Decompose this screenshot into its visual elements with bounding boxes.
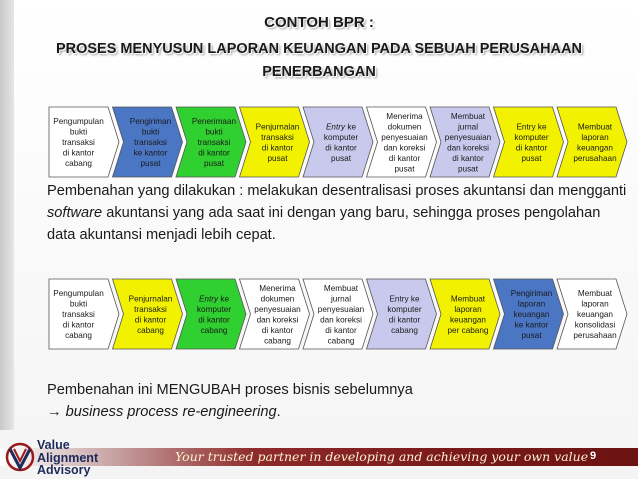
row1-step-label: Pengiriman: [129, 117, 172, 126]
row2-step-label: di kantor: [62, 320, 95, 330]
row1-step-label: Pengumpulan: [53, 117, 104, 126]
conclusion-line-1: Pembenahan ini MENGUBAH proses bisnis sebelumnya: [47, 382, 413, 398]
company-logo-text: [37, 439, 98, 477]
value-alignment-logo-icon: [4, 440, 36, 474]
row1-step-label: dokumen: [387, 122, 422, 132]
row2-step-label: di kantor: [261, 325, 294, 335]
row2-step-label: dan koreksi: [256, 315, 299, 325]
row1-step-9: [557, 107, 627, 177]
row1-step-label: pusat: [140, 159, 161, 168]
row1-step-label: keuangan: [577, 143, 613, 153]
bpr-term: business process re-engineering: [61, 404, 277, 420]
row2-chevron-shape: [176, 279, 246, 349]
row2-step-9: [557, 279, 627, 349]
row2-step-5: [303, 279, 373, 349]
row2-step-label: cabang: [391, 325, 418, 335]
row1-step-label: jurnal: [457, 122, 479, 132]
row1-step-label: bukti: [69, 127, 88, 137]
row1-step-label: laporan: [581, 132, 609, 142]
row1-step-label: ke kantor: [133, 148, 168, 158]
row2-step-label: Pengiriman: [510, 289, 553, 298]
row1-step-label: di kantor: [62, 148, 95, 158]
row1-step-label: komputer: [514, 132, 549, 142]
row1-step-5: [303, 107, 373, 177]
row1-chevron-shape: [240, 107, 310, 177]
row2-chevron-shape: [430, 279, 500, 349]
row2-step-label: penyesuaian: [254, 304, 301, 314]
row1-step-3: [176, 107, 246, 177]
row2-step-label: Entry ke: [198, 294, 230, 304]
row2-step-label: laporan: [454, 304, 482, 314]
conclusion-period: .: [276, 404, 281, 420]
row1-step-label: pusat: [457, 164, 479, 174]
row2-step-label: Menerima: [259, 283, 296, 293]
row1-step-label: di kantor: [325, 143, 357, 153]
page-number: 9: [590, 450, 597, 462]
row2-step-label: dan koreksi: [320, 315, 362, 325]
row2-step-label: Entry ke: [389, 294, 420, 304]
row2-step-8: [494, 279, 564, 349]
row2-step-label: di kantor: [388, 315, 421, 325]
row1-step-label: komputer: [323, 132, 359, 142]
row2-step-label: cabang: [65, 331, 92, 340]
row2-step-label: cabang: [327, 336, 355, 346]
row2-step-7: [430, 279, 500, 349]
row1-step-label: Membuat: [577, 122, 613, 132]
row1-chevron-shape: [303, 107, 373, 177]
row1-step-label: pusat: [267, 153, 288, 163]
row1-step-label: transaksi: [62, 138, 95, 147]
footer-tagline: Your trusted partner in developing and achieving your own value: [175, 449, 589, 464]
row2-step-label: ke kantor: [514, 320, 549, 330]
row2-step-label: di kantor: [325, 325, 357, 335]
row2-step-label: di kantor: [198, 315, 230, 325]
row2-step-label: transaksi: [134, 304, 167, 314]
row2-step-label: keuangan: [513, 310, 550, 319]
row1-step-label: pusat: [203, 159, 225, 168]
row1-step-label: penyesuaian: [444, 132, 492, 142]
row1-step-label: di kantor: [198, 148, 230, 158]
row2-chevron-shape: [367, 279, 437, 349]
row1-step-label: di kantor: [452, 153, 484, 163]
row1-step-label: transaksi: [261, 132, 294, 142]
conclusion-paragraph: [47, 379, 627, 423]
row1-step-label: di kantor: [388, 153, 421, 163]
row2-step-label: di kantor: [134, 315, 167, 325]
row2-step-label: per cabang: [447, 325, 489, 335]
logo-word-1: Value: [37, 438, 70, 452]
process-flow-before: [0, 106, 638, 178]
slide-title-line-1: CONTOH BPR :: [264, 14, 374, 31]
row1-step-label: penyesuaian: [381, 132, 428, 142]
conclusion-line-2: [47, 401, 627, 423]
row2-step-label: cabang: [264, 336, 291, 346]
row2-step-label: Membuat: [577, 289, 613, 298]
row1-step-4: [240, 107, 310, 177]
row1-step-label: transaksi: [134, 138, 167, 147]
row2-step-label: perusahaan: [573, 331, 617, 340]
row2-step-label: jurnal: [330, 294, 352, 304]
row2-step-label: konsolidasi: [574, 320, 616, 330]
row1-step-2: [113, 107, 183, 177]
row2-step-label: cabang: [137, 325, 164, 335]
row1-step-6: [367, 107, 437, 177]
row2-step-label: komputer: [387, 304, 422, 314]
row1-step-label: dan koreksi: [447, 143, 489, 153]
row1-step-7: [430, 107, 500, 177]
paragraph-italic-software: software: [47, 205, 103, 221]
row1-step-label: di kantor: [261, 143, 294, 153]
row2-step-label: komputer: [196, 304, 232, 314]
row1-chevron-shape: [557, 107, 627, 177]
row2-chevron-shape: [113, 279, 183, 349]
row1-step-label: dan koreksi: [383, 143, 426, 153]
paragraph-text-1: Pembenahan yang dilakukan : melakukan desentralisasi proses akuntansi dan mengganti: [47, 183, 627, 199]
row2-step-label: laporan: [581, 299, 609, 309]
row1-step-label: Penjurnalan: [255, 122, 300, 132]
row1-step-label: Entry ke: [516, 122, 547, 132]
row1-step-label: bukti: [141, 127, 160, 137]
row2-step-label: laporan: [517, 299, 546, 309]
row1-step-label: Menerima: [386, 111, 423, 121]
logo-word-3: Advisory: [37, 463, 91, 477]
row1-step-8: [494, 107, 564, 177]
row1-step-label: bukti: [205, 127, 223, 137]
row2-step-1: [49, 279, 119, 349]
row1-step-label: pusat: [521, 153, 542, 163]
row2-step-label: dokumen: [260, 294, 295, 304]
row1-step-label: perusahaan: [573, 153, 617, 163]
improvement-paragraph: [47, 180, 627, 246]
row1-step-label: Membuat: [450, 111, 486, 121]
row2-step-label: Membuat: [323, 283, 359, 293]
row1-step-1: [49, 107, 119, 177]
paragraph-text-2: akuntansi yang ada saat ini dengan yang baru, sehingga proses pengolahan data akuntansi menjadi lebih cepat.: [47, 205, 601, 243]
row1-step-label: Penerimaan: [191, 117, 237, 126]
row2-step-label: bukti: [69, 299, 88, 309]
row2-step-label: Pengumpulan: [53, 289, 104, 298]
row2-step-label: cabang: [200, 325, 228, 335]
row1-step-label: pusat: [394, 164, 415, 174]
row2-step-label: transaksi: [62, 310, 95, 319]
row2-step-label: keuangan: [450, 315, 486, 325]
row2-step-label: Membuat: [450, 294, 486, 304]
row1-chevron-shape: [494, 107, 564, 177]
row2-step-2: [113, 279, 183, 349]
row2-step-label: pusat: [521, 331, 542, 340]
row2-step-label: keuangan: [577, 310, 613, 319]
row1-step-label: transaksi: [197, 138, 231, 147]
row2-step-6: [367, 279, 437, 349]
row2-step-label: Penjurnalan: [128, 294, 173, 304]
process-flow-after: [0, 278, 638, 350]
row1-step-label: pusat: [330, 153, 352, 163]
row2-step-4: [240, 279, 310, 349]
row1-step-label: cabang: [65, 159, 92, 168]
slide-title-line-2: PROSES MENYUSUN LAPORAN KEUANGAN PADA SEBUAH PERUSAHAAN: [55, 41, 583, 57]
row1-step-label: Entry ke: [325, 122, 357, 132]
logo-word-2: Alignment: [37, 450, 99, 465]
slide-title-line-3: PENERBANGAN: [262, 64, 376, 80]
row1-step-label: di kantor: [515, 143, 548, 153]
right-arrow-icon: →: [47, 404, 62, 420]
row2-step-label: penyesuaian: [317, 304, 365, 314]
row2-step-3: [176, 279, 246, 349]
